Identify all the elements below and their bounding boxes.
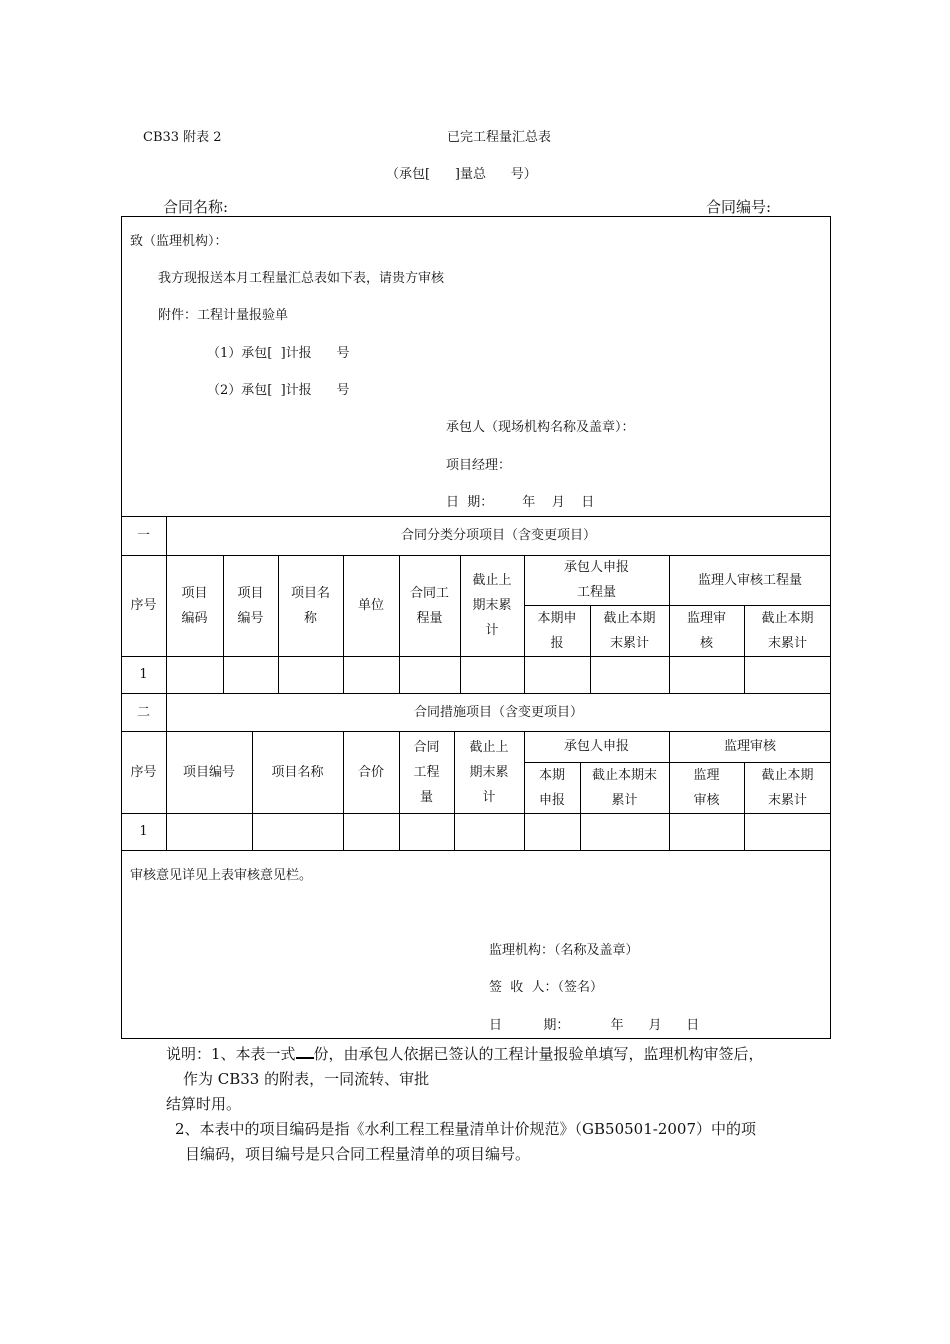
s1-header-contract-qty: 合同工 程量	[409, 585, 449, 626]
s2-header-seq: 序号	[130, 764, 157, 780]
note-line-2: 作为 CB33 的附表，一同流转、审批	[183, 1070, 430, 1088]
contract-no-label: 合同编号:	[706, 198, 772, 216]
s2-header-supervisor-review: 监理 审核	[693, 767, 720, 808]
contract-name-label: 合同名称:	[163, 198, 229, 216]
review-note: 审核意见详见上表审核意见栏。	[130, 868, 313, 883]
s1-header-seq: 序号	[130, 598, 157, 613]
divider	[121, 813, 831, 814]
s2-header-this-period: 本期 申报	[538, 767, 565, 808]
top-date-label: 日 期： 年 月 日	[446, 495, 595, 510]
s2-header-item-no: 项目编号	[182, 764, 235, 780]
s2-header-contractor-group: 承包人申报	[563, 739, 629, 754]
s1-header-prev-cumulative: 截止上 期末累 计	[472, 573, 512, 638]
divider	[121, 656, 831, 657]
section-1-title: 合同分类分项项目（含变更项目）	[400, 528, 596, 543]
s2-header-price: 合价	[357, 764, 384, 780]
submission-text: 我方现报送本月工程量汇总表如下表，请贵方审核	[158, 271, 445, 286]
contractor-signature-label: 承包人（现场机构名称及盖章）：	[446, 420, 635, 435]
note-line-1-start: 说明：1、本表一式	[166, 1045, 296, 1063]
project-manager-label: 项目经理：	[446, 458, 512, 473]
review-date-label: 日 期： 年 月 日	[489, 1018, 700, 1033]
attachment-item-2: （2）承包[ ]计报 号	[207, 383, 350, 398]
s1-header-unit: 单位	[357, 598, 384, 613]
s1-header-contractor-group: 承包人申报 工程量	[563, 560, 629, 600]
s1-header-cumulative: 截止本期 末累计	[603, 610, 656, 651]
attachment-item-1: （1）承包[ ]计报 号	[207, 346, 350, 361]
divider	[121, 850, 831, 851]
s1-row-1-seq: 1	[139, 667, 148, 682]
form-code: CB33 附表 2	[143, 130, 222, 145]
note-line-4: 2、本表中的项目编码是指《水利工程工程量清单计价规范》（GB50501-2007）中的项	[175, 1120, 757, 1138]
copies-blank	[296, 1057, 314, 1059]
s2-row-1-seq: 1	[139, 824, 148, 839]
addressee-line: 致（监理机构）：	[130, 234, 228, 249]
s2-header-item-name: 项目名称	[271, 764, 324, 780]
s1-header-this-period: 本期申 报	[537, 610, 577, 651]
section-2-title: 合同措施项目（含变更项目）	[413, 704, 583, 720]
s2-header-contract-qty: 合同 工程 量	[413, 739, 440, 805]
s2-header-prev-cumulative: 截止上 期末累 计	[469, 739, 509, 805]
note-line-1	[166, 1043, 764, 1064]
s1-header-supervisor-group: 监理人审核工程量	[697, 572, 802, 588]
s2-header-supervisor-group: 监理审核	[723, 739, 776, 754]
receiver-label: 签 收 人：（签名）	[489, 980, 604, 995]
section-2-number: 二	[136, 704, 150, 720]
section-1-number: 一	[136, 528, 150, 543]
page-subtitle: （承包[ ]量总 号）	[386, 167, 537, 182]
s1-header-item-no: 项目 编号	[237, 585, 264, 626]
s1-header-item-name: 项目名 称	[290, 585, 330, 626]
s1-header-supervisor-review: 监理审 核	[686, 610, 726, 651]
note-line-5: 目编码，项目编号是只合同工程量清单的项目编号。	[185, 1145, 531, 1163]
s1-header-supervisor-cumulative: 截止本期 末累计	[761, 610, 814, 651]
s1-header-item-code: 项目 编码	[181, 585, 208, 626]
attachment-label: 附件：工程计量报验单	[158, 308, 289, 323]
note-line-3: 结算时用。	[166, 1095, 242, 1113]
s2-header-supervisor-cumulative: 截止本期 末累计	[761, 767, 814, 808]
page-title: 已完工程量汇总表	[447, 130, 552, 145]
supervisor-org-label: 监理机构：（名称及盖章）	[489, 943, 639, 958]
s2-header-cumulative: 截止本期末 累计	[591, 767, 657, 808]
note-line-1-end: 份，由承包人依据已签认的工程计量报验单填写，监理机构审签后，	[313, 1045, 764, 1063]
